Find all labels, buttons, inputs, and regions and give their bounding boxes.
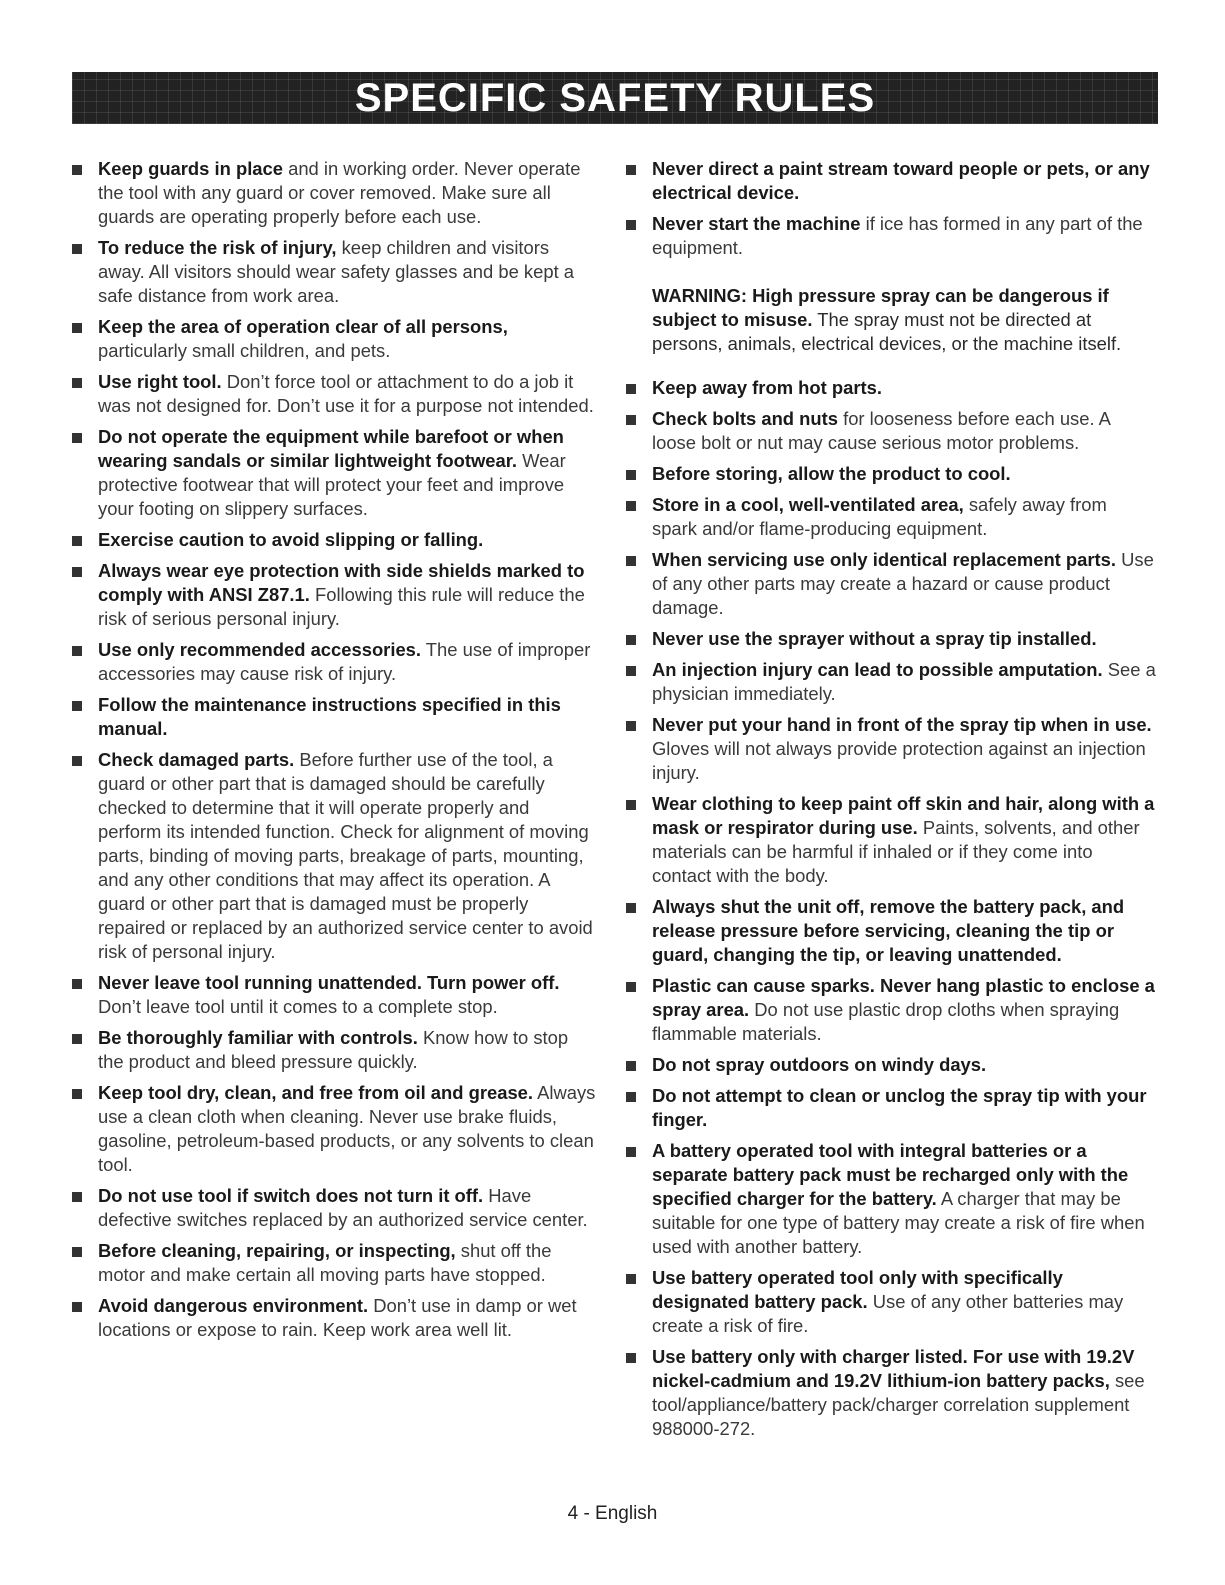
square-bullet-icon bbox=[626, 165, 636, 175]
rule-text: Know how to stop the product and bleed pressure quickly. bbox=[98, 1027, 569, 1072]
rule-heading: Never use the sprayer without a spray tip installed. bbox=[652, 628, 1097, 649]
square-bullet-icon bbox=[72, 567, 82, 577]
rule-heading: Keep tool dry, clean, and free from oil and grease. bbox=[98, 1082, 534, 1103]
square-bullet-icon bbox=[626, 470, 636, 480]
section-banner bbox=[72, 72, 1158, 124]
rule-heading: Be thoroughly familiar with controls. bbox=[98, 1027, 418, 1048]
rule-item bbox=[626, 1084, 1156, 1132]
rule-text: shut off the motor and make certain all moving parts have stopped. bbox=[98, 1240, 552, 1285]
square-bullet-icon bbox=[72, 1302, 82, 1312]
rule-item bbox=[626, 376, 1156, 400]
rule-heading: Avoid dangerous environment. bbox=[98, 1295, 369, 1316]
warning-text: The spray must not be directed at persons, animals, electrical devices, or the machine itself. bbox=[652, 309, 1122, 354]
rule-heading: Before cleaning, repairing, or inspecting, bbox=[98, 1240, 456, 1261]
rule-heading: An injection injury can lead to possible amputation. bbox=[652, 659, 1103, 680]
rule-heading: Use battery only with charger listed. For use with 19.2V nickel-cadmium and 19.2V lithium-ion battery packs, bbox=[652, 1346, 1135, 1391]
rule-text: and in working order. Never operate the tool with any guard or cover removed. Make sure all guards are operating properly before each use. bbox=[98, 158, 581, 227]
square-bullet-icon bbox=[626, 220, 636, 230]
square-bullet-icon bbox=[72, 244, 82, 254]
square-bullet-icon bbox=[72, 433, 82, 443]
rule-item bbox=[72, 971, 597, 1019]
rule-heading: Check damaged parts. bbox=[98, 749, 295, 770]
rule-item bbox=[626, 895, 1156, 967]
rule-text: Do not use plastic drop cloths when spraying flammable materials. bbox=[652, 999, 1120, 1044]
rule-item bbox=[626, 493, 1156, 541]
rule-item bbox=[72, 559, 597, 631]
square-bullet-icon bbox=[72, 1247, 82, 1257]
rule-item bbox=[72, 1294, 597, 1342]
square-bullet-icon bbox=[72, 979, 82, 989]
rule-heading: To reduce the risk of injury, bbox=[98, 237, 337, 258]
rule-item bbox=[626, 713, 1156, 785]
rule-heading: A battery operated tool with integral batteries or a separate battery pack must be recharged only with the specified charger for the battery. bbox=[652, 1140, 1129, 1209]
rule-heading: Use battery operated tool only with specifically designated battery pack. bbox=[652, 1267, 1063, 1312]
rule-item bbox=[72, 157, 597, 229]
rule-text: keep children and visitors away. All visitors should wear safety glasses and be kept a safe distance from work area. bbox=[98, 237, 575, 306]
rule-text: Always use a clean cloth when cleaning. Never use brake fluids, gasoline, petroleum-based products, or any solvents to clean tool. bbox=[98, 1082, 596, 1175]
rule-text: Use of any other batteries may create a risk of fire. bbox=[652, 1291, 1124, 1336]
right-column bbox=[626, 157, 1156, 1448]
rule-item bbox=[72, 1026, 597, 1074]
square-bullet-icon bbox=[626, 982, 636, 992]
rule-heading: Check bolts and nuts bbox=[652, 408, 838, 429]
rule-heading: Do not attempt to clean or unclog the spray tip with your finger. bbox=[652, 1085, 1147, 1130]
square-bullet-icon bbox=[72, 1089, 82, 1099]
rule-text: Use of any other parts may create a hazard or cause product damage. bbox=[652, 549, 1154, 618]
rule-item bbox=[626, 1139, 1156, 1259]
square-bullet-icon bbox=[72, 756, 82, 766]
rule-text: for looseness before each use. A loose bolt or nut may cause serious motor problems. bbox=[652, 408, 1110, 453]
rule-text: Don’t use in damp or wet locations or expose to rain. Keep work area well lit. bbox=[98, 1295, 577, 1340]
warning-heading: WARNING: High pressure spray can be dangerous if subject to misuse. bbox=[652, 285, 1109, 330]
rule-heading: Never start the machine bbox=[652, 213, 861, 234]
square-bullet-icon bbox=[626, 721, 636, 731]
rule-item bbox=[72, 315, 597, 363]
rule-item bbox=[626, 658, 1156, 706]
rule-item bbox=[72, 370, 597, 418]
square-bullet-icon bbox=[626, 903, 636, 913]
rule-item bbox=[626, 1053, 1156, 1077]
rule-heading: Store in a cool, well-ventilated area, bbox=[652, 494, 964, 515]
rule-item bbox=[72, 638, 597, 686]
page-title: SPECIFIC SAFETY RULES bbox=[354, 75, 876, 120]
rule-heading: Before storing, allow the product to cool. bbox=[652, 463, 1011, 484]
rule-heading: Never put your hand in front of the spray tip when in use. bbox=[652, 714, 1152, 735]
rule-text: particularly small children, and pets. bbox=[98, 340, 391, 361]
rule-item bbox=[626, 212, 1156, 260]
rule-heading: Wear clothing to keep paint off skin and hair, along with a mask or respirator during use. bbox=[652, 793, 1155, 838]
rule-heading: Keep guards in place bbox=[98, 158, 283, 179]
square-bullet-icon bbox=[72, 165, 82, 175]
square-bullet-icon bbox=[72, 1192, 82, 1202]
rule-item bbox=[72, 528, 597, 552]
rule-text: Have defective switches replaced by an authorized service center. bbox=[98, 1185, 588, 1230]
rule-heading: Always wear eye protection with side shields marked to comply with ANSI Z87.1. bbox=[98, 560, 585, 605]
rule-heading: Always shut the unit off, remove the battery pack, and release pressure before servicing, cleaning the tip or guard, changing the tip, or leaving unattended. bbox=[652, 896, 1125, 965]
square-bullet-icon bbox=[626, 1147, 636, 1157]
rule-heading: Use only recommended accessories. bbox=[98, 639, 422, 660]
rule-heading: Plastic can cause sparks. Never hang plastic to enclose a spray area. bbox=[652, 975, 1155, 1020]
rule-heading: When servicing use only identical replacement parts. bbox=[652, 549, 1116, 570]
warning-paragraph bbox=[652, 284, 1156, 356]
rule-text: The use of improper accessories may cause risk of injury. bbox=[98, 639, 591, 684]
square-bullet-icon bbox=[626, 666, 636, 676]
square-bullet-icon bbox=[626, 1061, 636, 1071]
rule-heading: Never leave tool running unattended. Turn power off. bbox=[98, 972, 560, 993]
square-bullet-icon bbox=[72, 536, 82, 546]
rule-item bbox=[626, 548, 1156, 620]
rule-text: Gloves will not always provide protection against an injection injury. bbox=[652, 738, 1146, 783]
rule-item bbox=[626, 407, 1156, 455]
rule-text: Paints, solvents, and other materials can be harmful if inhaled or if they come into contact with the body. bbox=[652, 817, 1140, 886]
rule-item bbox=[626, 792, 1156, 888]
rule-heading: Do not spray outdoors on windy days. bbox=[652, 1054, 987, 1075]
square-bullet-icon bbox=[72, 701, 82, 711]
rule-text: Don’t force tool or attachment to do a job it was not designed for. Don’t use it for a purpose not intended. bbox=[98, 371, 594, 416]
square-bullet-icon bbox=[626, 415, 636, 425]
rule-heading: Do not use tool if switch does not turn it off. bbox=[98, 1185, 484, 1206]
rule-item bbox=[72, 1239, 597, 1287]
page-footer: 4 - English bbox=[567, 1503, 658, 1524]
rule-item bbox=[72, 748, 597, 964]
rule-heading: Use right tool. bbox=[98, 371, 222, 392]
rule-text: Before further use of the tool, a guard or other part that is damaged should be carefully checked to determine that it will operate properly and perform its intended function. Check for alignment of moving parts, binding of moving parts, breakage of parts, mounting, and any other conditions that may affect its operation. A guard or other part that is damaged must be properly repaired or replaced by an authorized service center to avoid risk of personal injury. bbox=[98, 749, 593, 962]
rule-item bbox=[626, 627, 1156, 651]
rule-item bbox=[72, 425, 597, 521]
square-bullet-icon bbox=[626, 556, 636, 566]
square-bullet-icon bbox=[626, 635, 636, 645]
square-bullet-icon bbox=[72, 323, 82, 333]
rule-heading: Follow the maintenance instructions specified in this manual. bbox=[98, 694, 561, 739]
square-bullet-icon bbox=[626, 800, 636, 810]
square-bullet-icon bbox=[72, 1034, 82, 1044]
rule-item bbox=[72, 1184, 597, 1232]
rule-item bbox=[626, 462, 1156, 486]
rule-heading: Do not operate the equipment while barefoot or when wearing sandals or similar lightweight footwear. bbox=[98, 426, 564, 471]
rule-item bbox=[626, 974, 1156, 1046]
rule-item bbox=[72, 693, 597, 741]
rule-text: A charger that may be suitable for one type of battery may create a risk of fire when used with another battery. bbox=[652, 1188, 1145, 1257]
square-bullet-icon bbox=[626, 384, 636, 394]
square-bullet-icon bbox=[72, 646, 82, 656]
rule-heading: Exercise caution to avoid slipping or falling. bbox=[98, 529, 484, 550]
rule-text: Don’t leave tool until it comes to a complete stop. bbox=[98, 996, 498, 1017]
rule-item bbox=[72, 236, 597, 308]
rule-text: safely away from spark and/or flame-producing equipment. bbox=[652, 494, 1107, 539]
rule-text: if ice has formed in any part of the equipment. bbox=[652, 213, 1143, 258]
square-bullet-icon bbox=[72, 378, 82, 388]
square-bullet-icon bbox=[626, 1092, 636, 1102]
rule-text: Wear protective footwear that will protect your feet and improve your footing on slippery surfaces. bbox=[98, 450, 566, 519]
rule-text: See a physician immediately. bbox=[652, 659, 1156, 704]
rule-item bbox=[626, 1345, 1156, 1441]
rule-text: Following this rule will reduce the risk of serious personal injury. bbox=[98, 584, 585, 629]
rule-item bbox=[626, 157, 1156, 205]
square-bullet-icon bbox=[626, 1274, 636, 1284]
rule-heading: Never direct a paint stream toward people or pets, or any electrical device. bbox=[652, 158, 1150, 203]
left-column bbox=[72, 157, 597, 1349]
rule-item bbox=[626, 1266, 1156, 1338]
rule-text: see tool/appliance/battery pack/charger correlation supplement 988000-272. bbox=[652, 1370, 1145, 1439]
rule-heading: Keep the area of operation clear of all persons, bbox=[98, 316, 508, 337]
square-bullet-icon bbox=[626, 1353, 636, 1363]
square-bullet-icon bbox=[626, 501, 636, 511]
rule-item bbox=[72, 1081, 597, 1177]
rule-heading: Keep away from hot parts. bbox=[652, 377, 882, 398]
